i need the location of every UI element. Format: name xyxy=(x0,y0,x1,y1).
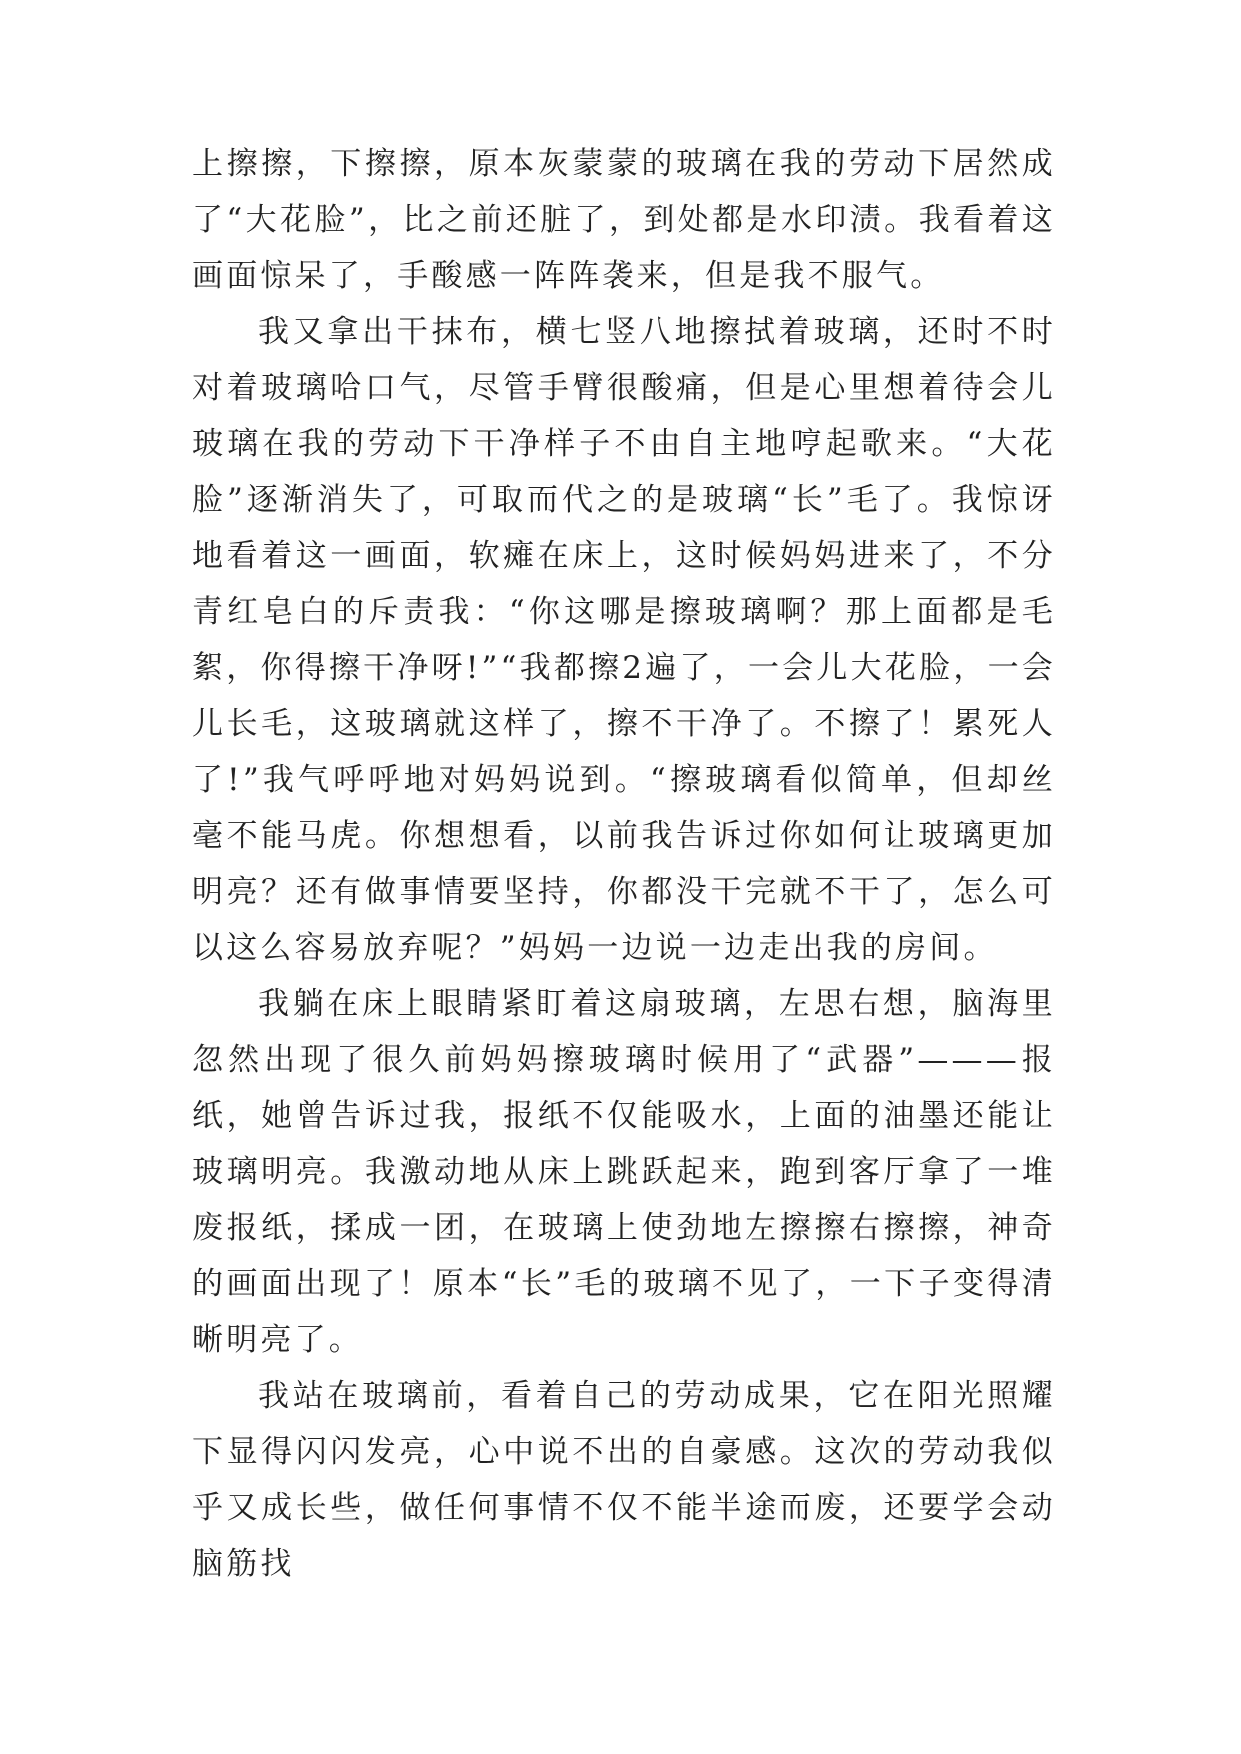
paragraph-4: 我站在玻璃前，看着自己的劳动成果，它在阳光照耀下显得闪闪发亮，心中说不出的自豪感。这次的劳动我似乎又成长些，做任何事情不仅不能半途而废，还要学会动脑筋找 xyxy=(192,1378,1056,1582)
document-page xyxy=(192,136,1056,1592)
paragraph-3: 我躺在床上眼睛紧盯着这扇玻璃，左思右想，脑海里忽然出现了很久前妈妈擦玻璃时候用了“武器”———报纸，她曾告诉过我，报纸不仅能吸水，上面的油墨还能让玻璃明亮。我激动地从床上跳跃起来，跑到客厅拿了一堆废报纸，揉成一团，在玻璃上使劲地左擦擦右擦擦，神奇的画面出现了！原本“长”毛的玻璃不见了，一下子变得清晰明亮了。 xyxy=(192,986,1056,1358)
paragraph-1: 上擦擦，下擦擦，原本灰蒙蒙的玻璃在我的劳动下居然成了“大花脸”，比之前还脏了，到处都是水印渍。我看着这画面惊呆了，手酸感一阵阵袭来，但是我不服气。 xyxy=(192,146,1056,294)
paragraph-2: 我又拿出干抹布，横七竖八地擦拭着玻璃，还时不时对着玻璃哈口气，尽管手臂很酸痛，但是心里想着待会儿玻璃在我的劳动下干净样子不由自主地哼起歌来。“大花脸”逐渐消失了，可取而代之的是玻璃“长”毛了。我惊讶地看着这一画面，软瘫在床上，这时候妈妈进来了，不分青红皂白的斥责我：“你这哪是擦玻璃啊？那上面都是毛絮，你得擦干净呀!”“我都擦2遍了，一会儿大花脸，一会儿长毛，这玻璃就这样了，擦不干净了。不擦了！累死人了!”我气呼呼地对妈妈说到。“擦玻璃看似简单，但却丝毫不能马虎。你想想看，以前我告诉过你如何让玻璃更加明亮？还有做事情要坚持，你都没干完就不干了，怎么可以这么容易放弃呢？”妈妈一边说一边走出我的房间。 xyxy=(192,314,1056,966)
